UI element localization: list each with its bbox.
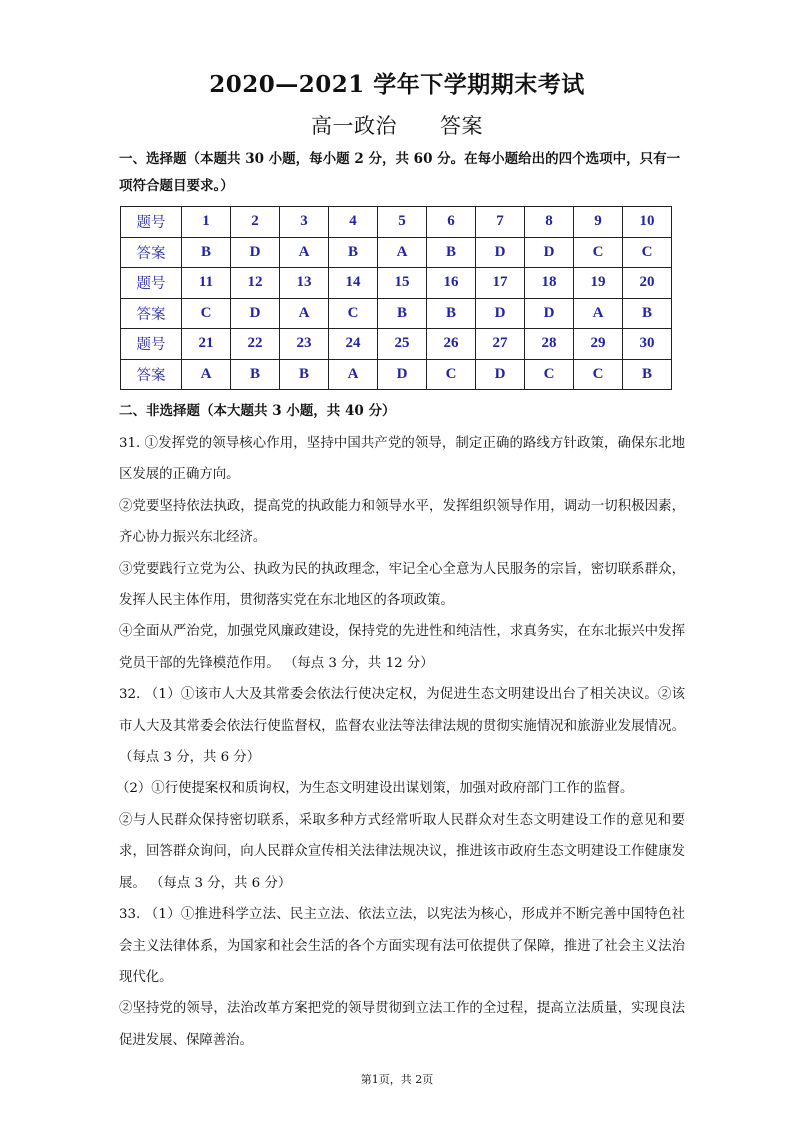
answer-paragraph: （2）①行使提案权和质询权，为生态文明建设出谋划策，加强对政府部门工作的监督。 [116,781,634,797]
question-number-cell: 17 [476,268,525,299]
answer-cell: C [525,359,574,390]
section-heading-nonchoice: 二、非选择题（本大题共 3 小题，共 40 分） [119,403,396,419]
question-number-cell: 6 [427,207,476,238]
answer-cell: D [378,359,427,390]
answer-cell: B [378,298,427,329]
answer-cell: D [525,237,574,268]
answer-cell: D [476,298,525,329]
question-number-cell: 1 [182,207,231,238]
question-number-cell: 10 [623,207,672,238]
answer-cell: C [329,298,378,329]
answer-cell: B [280,359,329,390]
answer-cell: B [623,359,672,390]
section-heading-choice: 一、选择题（本题共 30 小题，每小题 2 分，共 60 分。在每小题给出的四个选项中，只有一项符合题目要求。） [119,151,681,194]
answer-cell: D [231,237,280,268]
question-number-cell: 11 [182,268,231,299]
answer-cell: C [427,359,476,390]
answer-paragraph: ②党要坚持依法执政，提高党的执政能力和领导水平，发挥组织领导作用，调动一切积极因素，齐心协力振兴东北经济。 [119,498,685,546]
answer-row [121,359,672,390]
question-number-cell: 9 [574,207,623,238]
question-number-cell: 22 [231,329,280,360]
answer-cell: A [574,298,623,329]
answer-cell: C [574,237,623,268]
answer-body [116,428,685,1056]
answer-row [121,298,672,329]
answer-paragraph: 31. ①发挥党的领导核心作用，坚持中国共产党的领导，制定正确的路线方针政策，确保东北地区发展的正确方向。 [119,436,685,483]
answer-cell: D [231,298,280,329]
answer-cell: A [280,298,329,329]
question-number-row [121,329,672,360]
answer-cell: C [623,237,672,268]
answer-cell: B [231,359,280,390]
question-number-cell: 23 [280,329,329,360]
answer-cell: D [476,359,525,390]
answer-cell: B [329,237,378,268]
answer-cell: A [378,237,427,268]
question-number-cell: 30 [623,329,672,360]
answer-paragraph: ④全面从严治党，加强党风廉政建设，保持党的先进性和纯洁性，求真务实，在东北振兴中发挥党员干部的先锋模范作用。 （每点 3 分，共 12 分） [119,624,685,671]
answer-cell: B [623,298,672,329]
question-number-cell: 24 [329,329,378,360]
answer-paragraph: 32. （1）①该市人大及其常委会依法行使决定权，为促进生态文明建设出台了相关决议。②该市人大及其常委会依法行使监督权，监督农业法等法律法规的贯彻实施情况和旅游业发展情况。（每点 3 分，共 6 分） [119,687,685,766]
question-number-cell: 5 [378,207,427,238]
question-number-cell: 19 [574,268,623,299]
question-number-cell: 15 [378,268,427,299]
answer-cell: B [427,237,476,268]
question-number-cell: 4 [329,207,378,238]
question-number-cell: 16 [427,268,476,299]
question-number-row [121,207,672,238]
question-number-label: 题号 [121,329,182,360]
page-title: 2020—2021 学年下学期期末考试 [209,71,585,98]
answer-cell: A [329,359,378,390]
question-number-cell: 14 [329,268,378,299]
answer-label: 答案 [121,237,182,268]
question-number-cell: 13 [280,268,329,299]
question-number-cell: 12 [231,268,280,299]
question-number-cell: 28 [525,329,574,360]
question-number-cell: 29 [574,329,623,360]
answer-cell: C [182,298,231,329]
answer-cell: D [525,298,574,329]
answer-label: 答案 [121,359,182,390]
question-number-cell: 8 [525,207,574,238]
page-footer: 第1页，共 2页 [360,1073,434,1086]
question-number-cell: 7 [476,207,525,238]
question-number-cell: 20 [623,268,672,299]
answer-cell: A [280,237,329,268]
answer-paragraph: ②坚持党的领导，法治改革方案把党的领导贯彻到立法工作的全过程，提高立法质量，实现良法促进发展、保障善治。 [119,1001,685,1048]
answer-cell: A [182,359,231,390]
answer-cell: D [476,237,525,268]
answer-cell: B [427,298,476,329]
answer-cell: C [574,359,623,390]
question-number-cell: 25 [378,329,427,360]
question-number-cell: 26 [427,329,476,360]
question-number-row [121,268,672,299]
answer-cell: B [182,237,231,268]
answer-row [121,237,672,268]
answer-paragraph: ③党要践行立党为公、执政为民的执政理念，牢记全心全意为人民服务的宗旨，密切联系群众，发挥人民主体作用，贯彻落实党在东北地区的各项政策。 [119,561,685,609]
question-number-cell: 2 [231,207,280,238]
answer-label: 答案 [121,298,182,329]
question-number-cell: 21 [182,329,231,360]
question-number-cell: 27 [476,329,525,360]
question-number-cell: 18 [525,268,574,299]
question-number-cell: 3 [280,207,329,238]
question-number-label: 题号 [121,268,182,299]
answer-table [120,206,672,390]
question-number-label: 题号 [121,207,182,238]
answer-paragraph: ②与人民群众保持密切联系，采取多种方式经常听取人民群众对生态文明建设工作的意见和要求，回答群众询问，向人民群众宣传相关法律法规决议，推进该市政府生态文明建设工作健康发展。 （每点 3 分，共 6 分） [119,812,685,891]
answer-paragraph: 33. （1）①推进科学立法、民主立法、依法立法，以宪法为核心，形成并不断完善中国特色社会主义法律体系，为国家和社会生活的各个方面实现有法可依提供了保障，推进了社会主义法治现代化。 [119,907,685,985]
page-subtitle: 高一政治 答案 [310,114,484,138]
